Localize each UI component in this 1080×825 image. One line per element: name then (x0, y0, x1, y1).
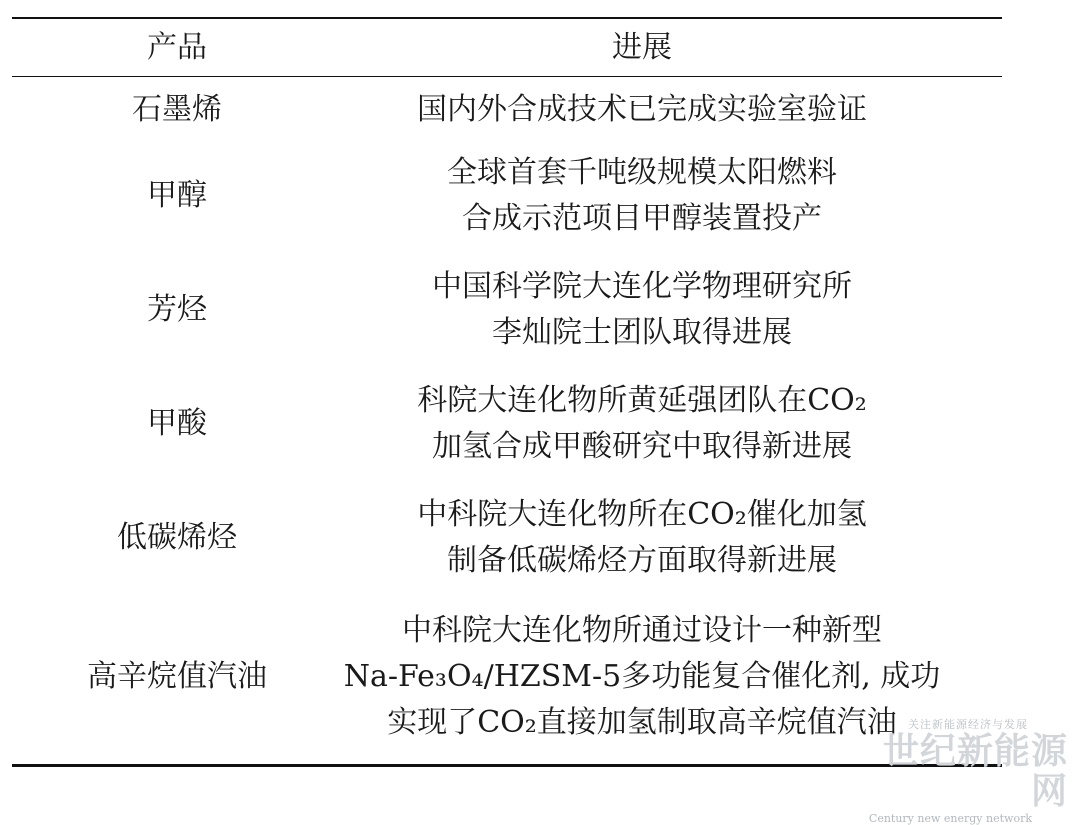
watermark-title: 世纪新能源网 (882, 731, 1068, 812)
progress-cell (332, 376, 952, 471)
table-header-rule (12, 76, 1002, 77)
progress-line: 科院大连化物所黄延强团队在CO₂ (417, 382, 867, 418)
progress-cell (332, 490, 952, 585)
progress-cell (332, 148, 952, 243)
product-cell: 甲酸 (147, 405, 207, 441)
header-progress: 进展 (612, 29, 672, 65)
progress-line: 实现了CO₂直接加氢制取高辛烷值汽油 (387, 705, 897, 740)
progress-cell (332, 80, 952, 140)
watermark-logo (858, 716, 1068, 825)
progress-line: 中科院大连化物所在CO₂催化加氢 (417, 496, 867, 532)
table-row (12, 148, 1002, 243)
progress-line: 中科院大连化物所通过设计一种新型 (402, 613, 882, 648)
progress-line: 李灿院士团队取得进展 (492, 314, 792, 350)
progress-line: 全球首套千吨级规模太阳燃料 (447, 154, 837, 190)
progress-line: 制备低碳烯烃方面取得新进展 (447, 542, 837, 578)
table-bottom-rule (12, 764, 1002, 767)
table-row (12, 262, 1002, 357)
watermark-english: Century new energy network (868, 812, 1032, 825)
progress-line: 合成示范项目甲醇装置投产 (462, 200, 822, 236)
progress-table (12, 0, 1002, 795)
progress-line: 加氢合成甲酸研究中取得新进展 (432, 428, 852, 464)
product-cell: 低碳烯烃 (117, 519, 237, 555)
watermark-tagline: 关注新能源经济与发展 (908, 718, 1028, 731)
progress-cell (332, 262, 952, 357)
product-cell: 芳烃 (147, 291, 207, 327)
progress-line: Na-Fe₃O₄/HZSM-5多功能复合催化剂, 成功 (343, 659, 941, 694)
product-cell: 甲醇 (147, 177, 207, 213)
table-header-row (12, 19, 1002, 76)
table-row (12, 376, 1002, 471)
table-row (12, 604, 1002, 750)
table-row (12, 80, 1002, 140)
product-cell: 石墨烯 (132, 92, 222, 127)
product-cell: 高辛烷值汽油 (87, 659, 267, 694)
progress-line: 国内外合成技术已完成实验室验证 (417, 92, 867, 127)
table-row (12, 490, 1002, 585)
header-product: 产品 (147, 29, 207, 65)
progress-line: 中国科学院大连化学物理研究所 (432, 268, 852, 304)
